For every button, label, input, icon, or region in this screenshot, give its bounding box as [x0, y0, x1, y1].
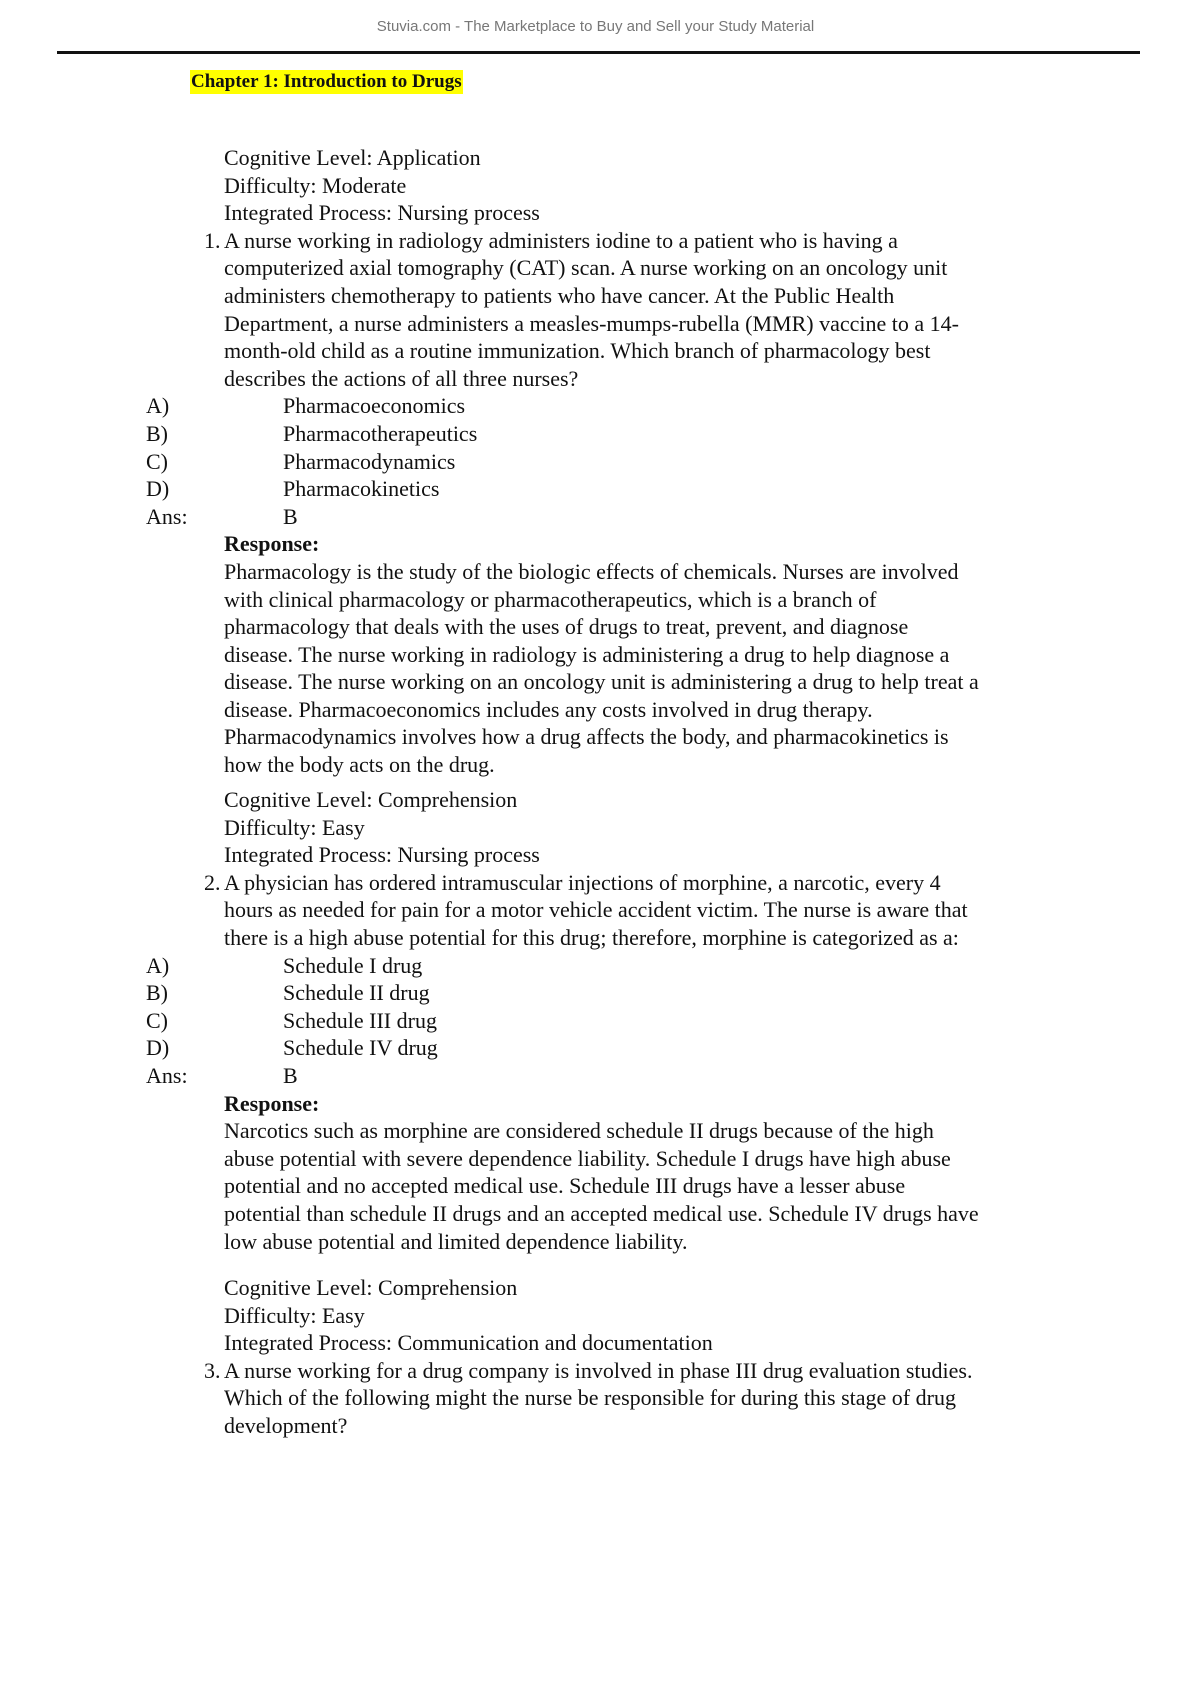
stem-line: describes the actions of all three nurses?: [224, 365, 579, 391]
header-divider: [57, 51, 1140, 54]
integrated-process: Integrated Process: Communication and documentation: [224, 1330, 713, 1356]
answer-label: Ans:: [146, 1062, 188, 1088]
response-text: [224, 558, 1069, 779]
difficulty: Difficulty: Easy: [224, 814, 365, 840]
cognitive-level: Cognitive Level: Comprehension: [224, 787, 518, 812]
option-letter: A): [146, 393, 170, 419]
option-letter: C): [146, 448, 168, 474]
stem-line: computerized axial tomography (CAT) scan. A nurse working on an oncology unit: [224, 255, 948, 281]
answer-option: [0, 448, 1191, 476]
answer-option: [0, 1007, 1191, 1035]
option-letter: B): [146, 420, 168, 446]
response-line: how the body acts on the drug.: [224, 752, 495, 778]
answer-label: Ans:: [146, 503, 188, 529]
stem-line: Department, a nurse administers a measles-mumps-rubella (MMR) vaccine to a 14-: [224, 310, 959, 336]
integrated-process: Integrated Process: Nursing process: [224, 842, 540, 868]
option-text: Pharmacokinetics: [283, 476, 440, 502]
option-text: Pharmacotherapeutics: [283, 420, 478, 446]
response-line: disease. Pharmacoeconomics includes any costs involved in drug therapy.: [224, 696, 873, 722]
response-label: Response:: [224, 531, 320, 557]
question-1: [0, 144, 1191, 779]
response-text: [224, 1117, 1069, 1255]
option-text: Schedule III drug: [283, 1007, 437, 1033]
difficulty: Difficulty: Moderate: [224, 172, 407, 198]
option-text: Schedule IV drug: [283, 1035, 438, 1061]
cognitive-level: Cognitive Level: Application: [224, 145, 481, 170]
stem-line: hours as needed for pain for a motor vehicle accident victim. The nurse is aware that: [224, 897, 968, 923]
response-line: low abuse potential and limited dependence liability.: [224, 1228, 688, 1254]
question-stem: [204, 227, 1064, 393]
option-letter: C): [146, 1007, 168, 1033]
answer-value: B: [283, 503, 298, 529]
response-line: potential and no accepted medical use. Schedule III drugs have a lesser abuse: [224, 1173, 906, 1199]
response-line: potential than schedule II drugs and an accepted medical use. Schedule IV drugs have: [224, 1200, 979, 1226]
stem-line: there is a high abuse potential for this drug; therefore, morphine is categorized as a:: [224, 924, 959, 950]
option-text: Schedule I drug: [283, 952, 423, 978]
option-letter: B): [146, 980, 168, 1006]
chapter-title: Chapter 1: Introduction to Drugs: [191, 71, 462, 92]
response-line: Pharmacodynamics involves how a drug affects the body, and pharmacokinetics is: [224, 724, 949, 750]
response-label: Response:: [224, 1090, 320, 1116]
answer-option: [0, 475, 1191, 503]
stem-line: Which of the following might the nurse be responsible for during this stage of drug: [224, 1385, 956, 1411]
answer-option: [0, 1034, 1191, 1062]
stem-line: A physician has ordered intramuscular injections of morphine, a narcotic, every 4: [224, 869, 941, 895]
question-3: [0, 1274, 1191, 1440]
response-line: disease. The nurse working in radiology is administering a drug to help diagnose a: [224, 641, 950, 667]
option-letter: D): [146, 476, 170, 502]
response-line: abuse potential with severe dependence liability. Schedule I drugs have high abuse: [224, 1145, 951, 1171]
answer-option: [0, 952, 1191, 980]
stem-line: month-old child as a routine immunization. Which branch of pharmacology best: [224, 338, 931, 364]
stem-line: A nurse working in radiology administers iodine to a patient who is having a: [224, 227, 898, 253]
question-stem: [204, 869, 1064, 952]
answer-key: [0, 503, 1191, 531]
answer-option: [0, 420, 1191, 448]
answer-value: B: [283, 1062, 298, 1088]
option-letter: A): [146, 952, 170, 978]
question-stem: [204, 1357, 1064, 1440]
response-line: disease. The nurse working on an oncology unit is administering a drug to help treat a: [224, 669, 979, 695]
cognitive-level: Cognitive Level: Comprehension: [224, 1275, 518, 1300]
integrated-process: Integrated Process: Nursing process: [224, 200, 540, 226]
question-2: [0, 786, 1191, 1255]
response-line: with clinical pharmacology or pharmacotherapeutics, which is a branch of: [224, 586, 877, 612]
site-header-text: Stuvia.com - The Marketplace to Buy and Sell your Study Material: [376, 18, 815, 35]
response-line: Pharmacology is the study of the biologic effects of chemicals. Nurses are involved: [224, 558, 959, 584]
response-line: Narcotics such as morphine are considered schedule II drugs because of the high: [224, 1118, 934, 1144]
stem-line: development?: [224, 1412, 348, 1438]
option-text: Pharmacoeconomics: [283, 393, 466, 419]
question-number: 1.: [204, 227, 221, 253]
response-line: pharmacology that deals with the uses of drugs to treat, prevent, and diagnose: [224, 614, 909, 640]
option-letter: D): [146, 1035, 170, 1061]
stem-line: administers chemotherapy to patients who have cancer. At the Public Health: [224, 282, 895, 308]
difficulty: Difficulty: Easy: [224, 1302, 365, 1328]
stem-line: A nurse working for a drug company is involved in phase III drug evaluation studies.: [224, 1357, 973, 1383]
answer-option: [0, 979, 1191, 1007]
option-text: Pharmacodynamics: [283, 448, 456, 474]
option-text: Schedule II drug: [283, 980, 430, 1006]
answer-key: [0, 1062, 1191, 1090]
question-number: 2.: [204, 869, 221, 895]
question-number: 3.: [204, 1357, 221, 1383]
answer-option: [0, 392, 1191, 420]
